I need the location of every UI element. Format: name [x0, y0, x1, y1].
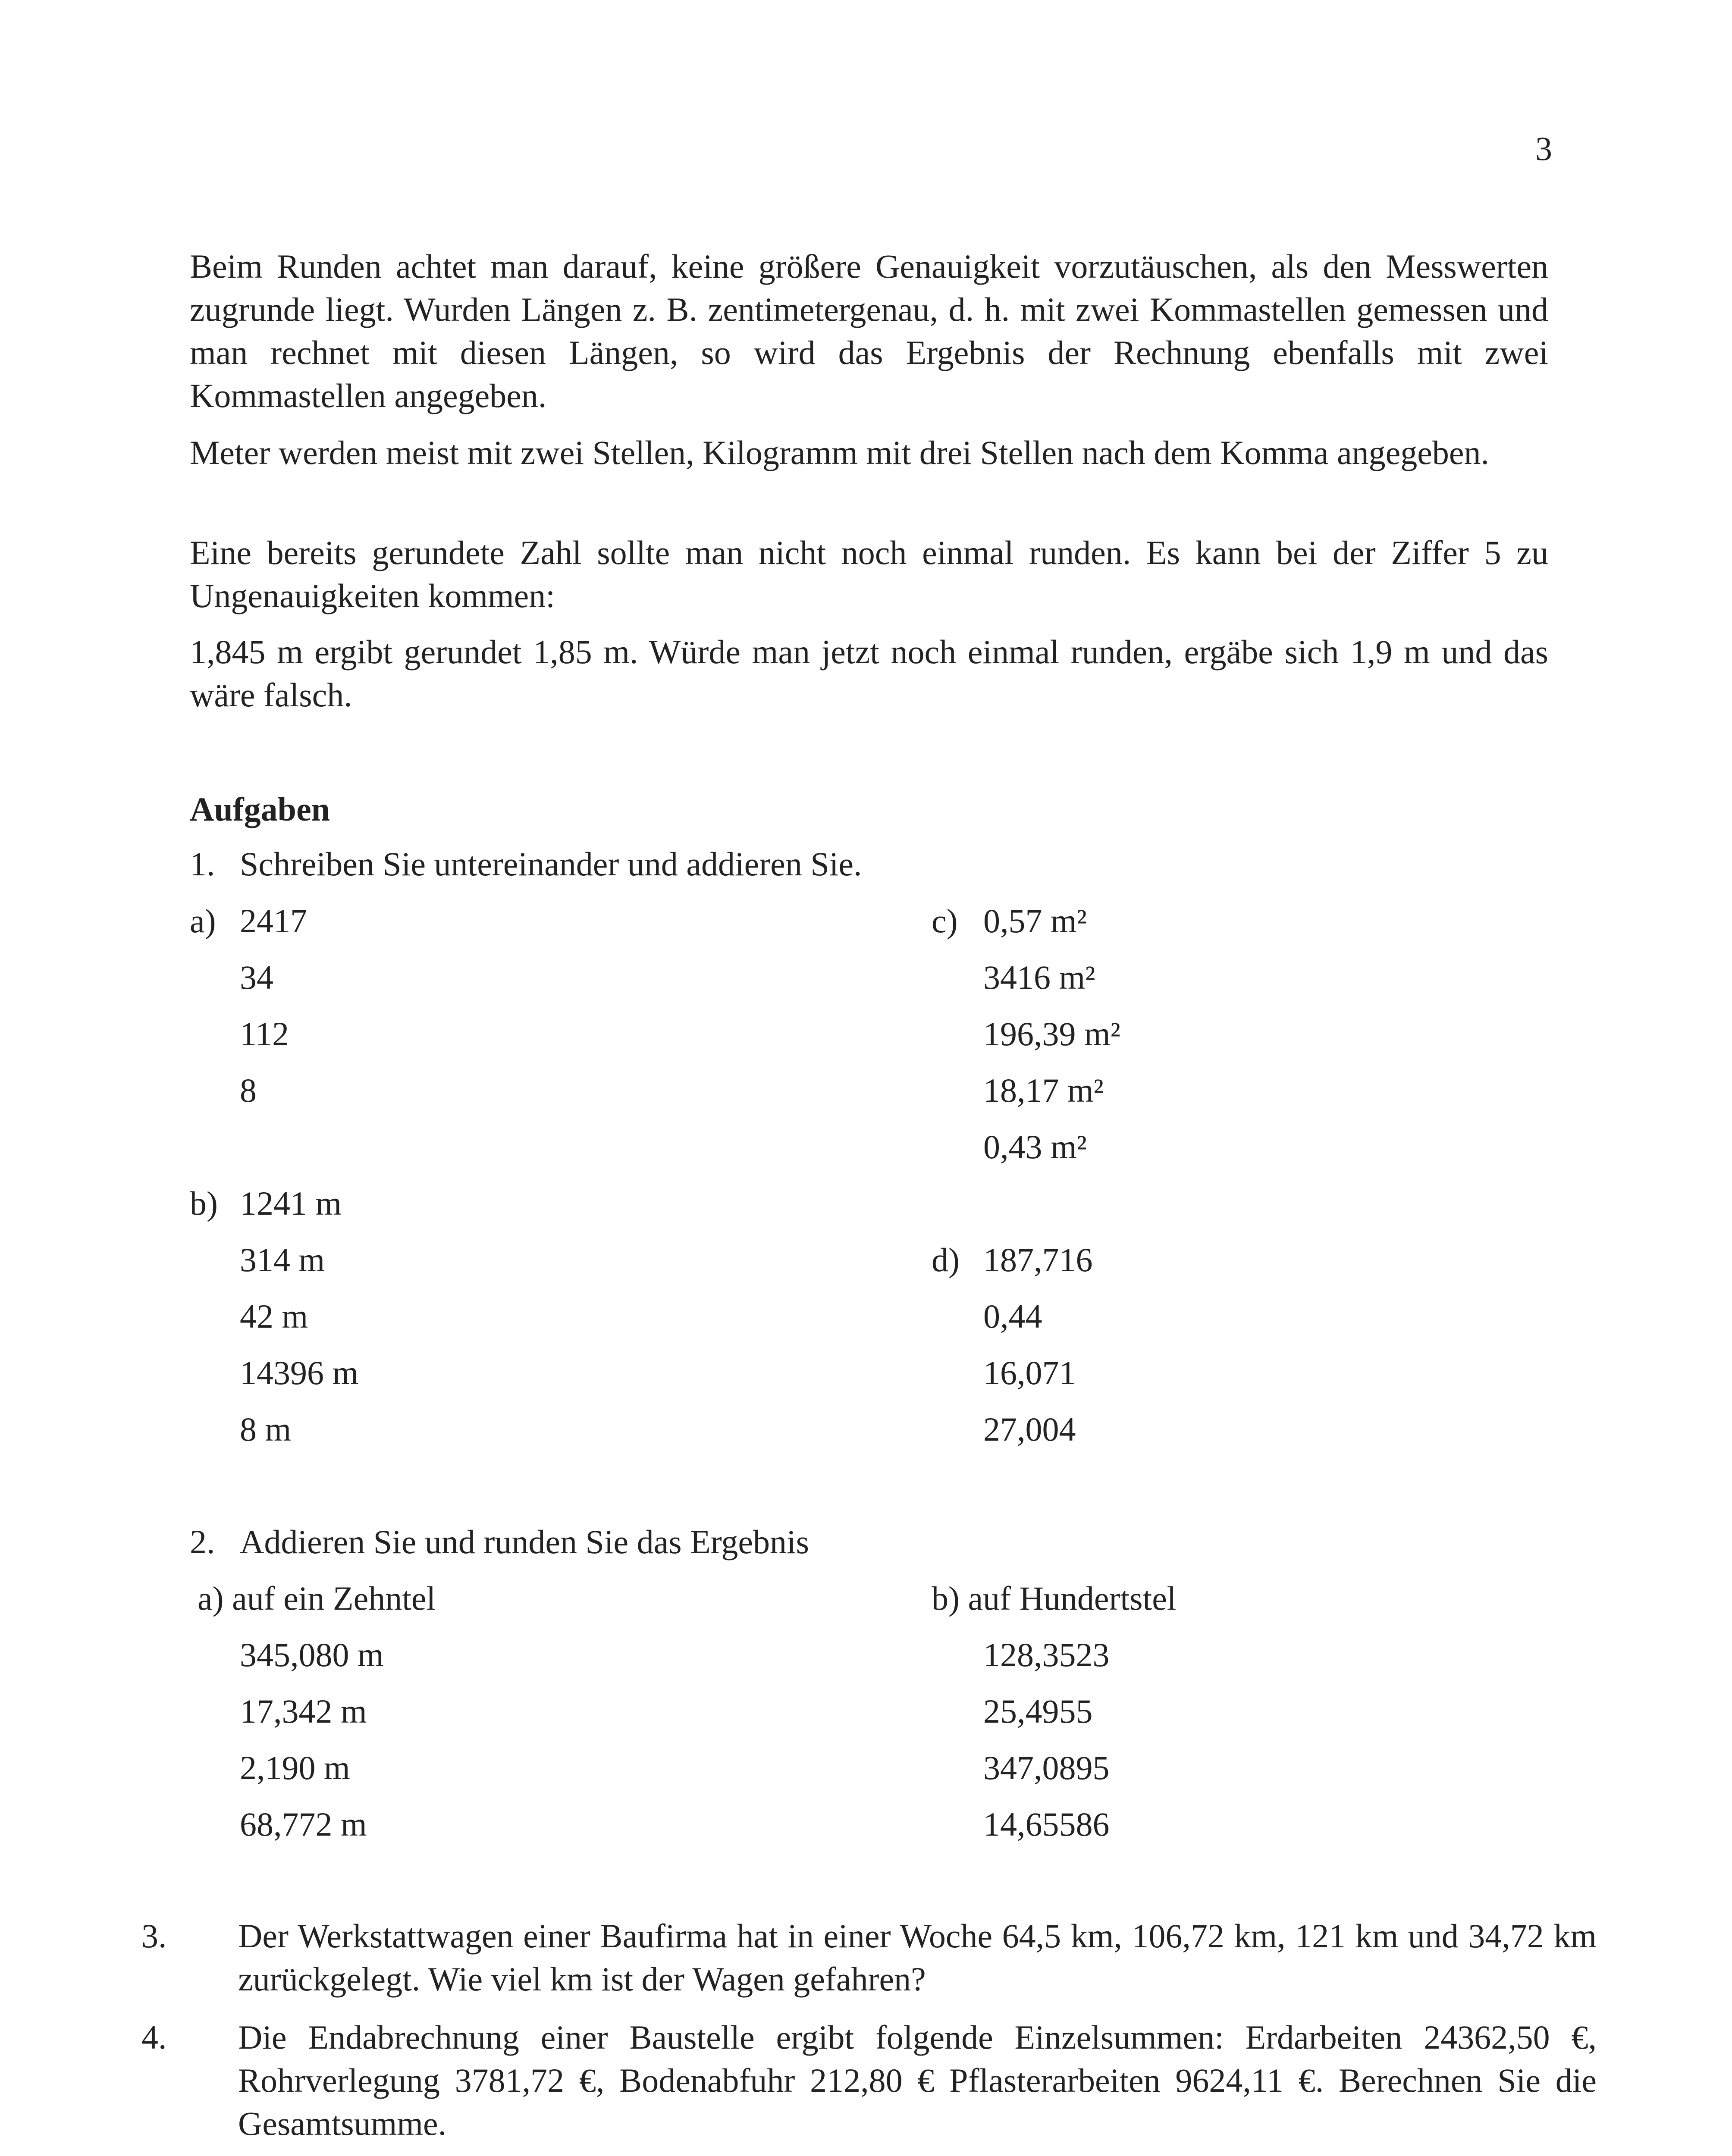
intro-paragraph-4: 1,845 m ergibt gerundet 1,85 m. Würde man jetzt noch einmal runden, ergäbe sich 1,9 m und das wäre falsch.	[190, 633, 1548, 714]
task-1-number: 1.	[190, 845, 215, 883]
task-1d-value: 16,071	[983, 1354, 1076, 1391]
task-4	[141, 2016, 1597, 2145]
task-1a-value: 8	[240, 1072, 257, 1109]
task-2b-value: 14,65586	[983, 1805, 1110, 1843]
task-1c-value: 18,17 m²	[983, 1072, 1104, 1109]
task-2a-value: 2,190 m	[240, 1749, 350, 1786]
task-1c-value: 3416 m²	[983, 959, 1095, 996]
task-1c-value: 196,39 m²	[983, 1015, 1121, 1053]
task-2-number: 2.	[190, 1523, 215, 1561]
intro-paragraph-2: Meter werden meist mit zwei Stellen, Kilogramm mit drei Stellen nach dem Komma angegeben.	[190, 434, 1489, 471]
page-number: 3	[1535, 130, 1552, 167]
task-1a-value: 112	[240, 1015, 289, 1053]
task-1c-label: c)	[932, 902, 958, 940]
task-4-text: Die Endabrechnung einer Baustelle ergibt folgende Einzelsummen: Erdarbeiten 24362,50 €, Rohrverlegung 3781,72 €, Bodenabfuhr 212,80 € Pflasterarbeiten 9624,11 €. Berechnen Sie die Gesamtsumme.	[238, 2018, 1597, 2142]
task-1b-value: 14396 m	[240, 1354, 359, 1391]
task-3-number: 3.	[141, 1917, 167, 1955]
task-2a-value: 68,772 m	[240, 1805, 367, 1843]
task-3-text: Der Werkstattwagen einer Baufirma hat in einer Woche 64,5 km, 106,72 km, 121 km und 34,72 km zurückgelegt. Wie viel km ist der Wagen gefahren?	[238, 1917, 1597, 1998]
task-2a-label: a) auf ein Zehntel	[198, 1579, 436, 1617]
task-1a-value: 2417	[240, 902, 307, 940]
task-2-text: Addieren Sie und runden Sie das Ergebnis	[240, 1523, 809, 1561]
task-2a-value: 17,342 m	[240, 1692, 367, 1730]
task-1b-value: 42 m	[240, 1297, 308, 1335]
task-1a-value: 34	[240, 959, 273, 996]
task-1-text: Schreiben Sie untereinander und addieren Sie.	[240, 845, 862, 883]
task-1b-value: 314 m	[240, 1241, 325, 1279]
task-1a-label: a)	[190, 902, 216, 940]
task-1d-value: 27,004	[983, 1410, 1076, 1448]
intro-paragraph-1: Beim Runden achtet man darauf, keine größere Genauigkeit vorzutäuschen, als den Messwerten zugrunde liegt. Wurden Längen z. B. zentimetergenau, d. h. mit zwei Kommastellen gemessen und man rechnet mit diesen Längen, so wird das Ergebnis der Rechnung ebenfalls mit zwei Kommastellen angegeben.	[190, 248, 1548, 414]
task-1c-value: 0,57 m²	[983, 902, 1087, 940]
task-1d-value: 187,716	[983, 1241, 1093, 1279]
task-2a-value: 345,080 m	[240, 1636, 384, 1673]
task-1b-label: b)	[190, 1185, 218, 1222]
task-1c-value: 0,43 m²	[983, 1128, 1087, 1166]
task-4-number: 4.	[141, 2018, 167, 2056]
task-1b-value: 8 m	[240, 1410, 292, 1448]
task-1d-value: 0,44	[983, 1297, 1042, 1335]
task-1b-value: 1241 m	[240, 1185, 342, 1222]
task-3	[141, 1915, 1597, 2001]
task-2b-value: 25,4955	[983, 1692, 1093, 1730]
task-2b-value: 128,3523	[983, 1636, 1110, 1673]
intro-paragraph-3: Eine bereits gerundete Zahl sollte man nicht noch einmal runden. Es kann bei der Ziffer 5 zu Ungenauigkeiten kommen:	[190, 534, 1548, 614]
task-1d-label: d)	[932, 1241, 960, 1279]
task-2b-label: b) auf Hundertstel	[932, 1579, 1177, 1617]
task-2b-value: 347,0895	[983, 1749, 1110, 1786]
tasks-heading: Aufgaben	[190, 790, 330, 828]
